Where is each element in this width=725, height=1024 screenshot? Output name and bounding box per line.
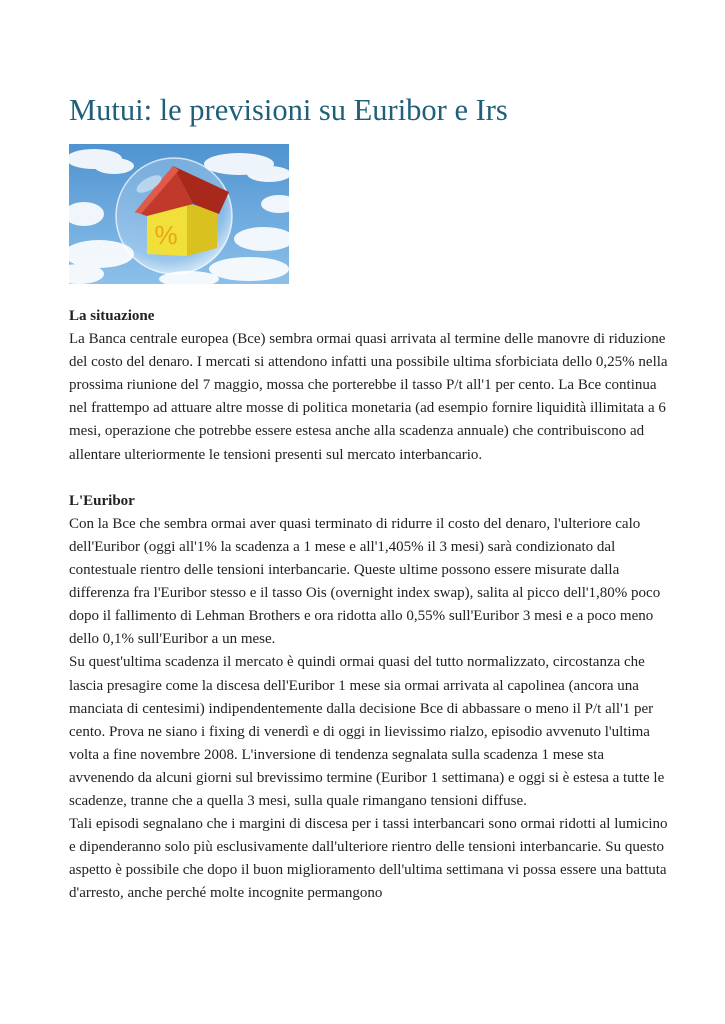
section-paragraph: Con la Bce che sembra ormai aver quasi terminato di ridurre il costo del denaro, l'ulteriore calo dell'Euribor (oggi all'1% la scadenza a 1 mese e all'1,405% il 3 mesi) sarà condizionato dal contestuale rientro delle tensioni interbancarie. Queste ultime possono essere misurate dalla differenza fra l'Euribor stesso e il tasso Ois (overnight index swap), salita al picco dell'1,80% poco dopo il fallimento di Lehman Brothers e ora ridotta allo 0,55% sull'Euribor 3 mesi e a poco meno dello 0,1% sull'Euribor a un mese. xyxy=(69,515,661,648)
article-body xyxy=(69,305,669,905)
percent-house-in-bubble-image xyxy=(69,144,289,284)
section-paragraph: La Banca centrale europea (Bce) sembra ormai quasi arrivata al termine delle manovre di riduzione del costo del denaro. I mercati si attendono infatti una possibile ultima sforbiciata dello 0,25% nella prossima riunione del 7 maggio, mossa che porterebbe il tasso P/t all'1 per cento. La Bce continua nel frattempo ad attuare altre mosse di politica monetaria (ad esempio fornire liquidità illimitata a 6 mesi, operazione che potrebbe essere estesa anche alla scadenza annuale) che contribuiscono ad allentare ulteriormente le tensioni presenti sul mercato interbancario. xyxy=(69,331,668,463)
section-heading-situazione: La situazione xyxy=(69,308,155,324)
section-paragraph: Tali episodi segnalano che i margini di discesa per i tassi interbancari sono ormai ridotti al lumicino e dipenderanno solo più esclusivamente dall'ulteriore rientro delle tensioni interbancarie. Su questo aspetto è possibile che dopo il buon miglioramento dell'ultima settimana vi possa essere una battuta d'arresto, anche perché molte incognite permangono xyxy=(69,816,668,902)
article-title: Mutui: le previsioni su Euribor e Irs xyxy=(69,93,508,127)
section-heading-euribor: L'Euribor xyxy=(69,492,135,509)
svg-text:%: % xyxy=(154,220,178,250)
section-paragraph: Su quest'ultima scadenza il mercato è quindi ormai quasi del tutto normalizzato, circostanza che lascia presagire come la discesa dell'Euribor 1 mese sia ormai arrivata al capolinea (ancora una manciata di centesimi) indipendentemente dalla decisione Bce di abbassare o meno il P/t all'1 per cento. Prova ne siano i fixing di venerdì e di oggi in lievissimo rialzo, episodio avvenuto l'ultima volta a fine novembre 2008. L'inversione di tendenza segnalata sulla scadenza 1 mese sta avvenendo da alcuni giorni sul brevissimo termine (Euribor 1 settimana) e oggi si è estesa a tutte le scadenze, tranne che a quella 3 mesi, sulla quale rimangano tensioni diffuse. xyxy=(69,654,665,809)
